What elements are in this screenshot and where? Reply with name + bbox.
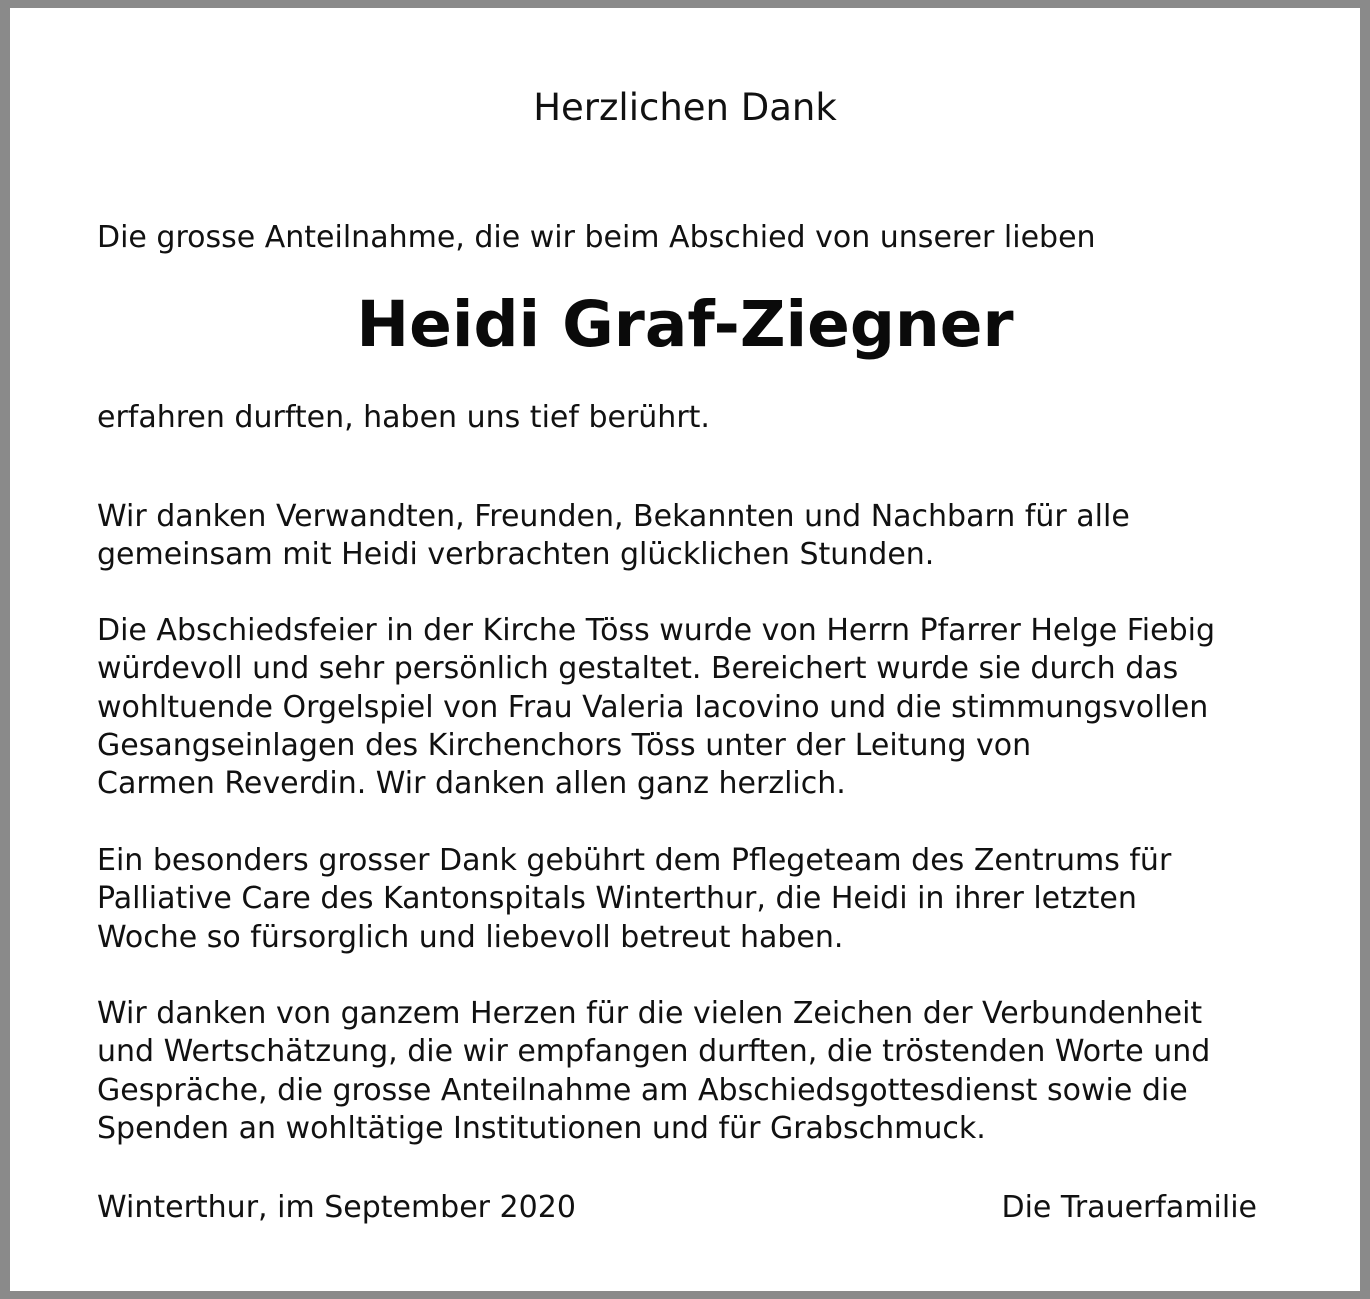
paragraph-line: Wir danken Verwandten, Freunden, Bekannten und Nachbarn für alle xyxy=(97,499,1130,534)
paragraph-funeral-service xyxy=(97,612,1215,803)
place-date: Winterthur, im September 2020 xyxy=(97,1190,576,1225)
signature: Die Trauerfamilie xyxy=(1001,1190,1257,1225)
paragraph-line: Woche so fürsorglich und liebevoll betreut haben. xyxy=(97,919,844,955)
intro-text: Die grosse Anteilnahme, die wir beim Abschied von unserer lieben xyxy=(97,220,1096,255)
paragraph-thanks-relatives xyxy=(97,498,1130,575)
paragraph-line: wohltuende Orgelspiel von Frau Valeria Iacovino und die stimmungsvollen xyxy=(97,689,1209,725)
notice-heading: Herzlichen Dank xyxy=(533,86,837,129)
paragraph-line: Ein besonders grosser Dank gebührt dem Pflegeteam des Zentrums für xyxy=(97,843,1172,878)
paragraph-line: Gesangseinlagen des Kirchenchors Töss unter der Leitung von xyxy=(97,727,1032,763)
paragraph-care-team xyxy=(97,842,1171,957)
paragraph-line: Palliative Care des Kantonspitals Winterthur, die Heidi in ihrer letzten xyxy=(97,881,1137,917)
deceased-name: Heidi Graf-Ziegner xyxy=(356,288,1014,361)
paragraph-sympathy-thanks xyxy=(97,995,1210,1148)
paragraph-line: Spenden an wohltätige Institutionen und für Grabschmuck. xyxy=(97,1110,986,1146)
paragraph-line: Gespräche, die grosse Anteilnahme am Abschiedsgottesdienst sowie die xyxy=(97,1072,1188,1108)
paragraph-line: Wir danken von ganzem Herzen für die vielen Zeichen der Verbundenheit xyxy=(97,996,1203,1031)
paragraph-line: Die Abschiedsfeier in der Kirche Töss wurde von Herrn Pfarrer Helge Fiebig xyxy=(97,613,1216,648)
paragraph-line: würdevoll und sehr persönlich gestaltet. Bereichert wurde sie durch das xyxy=(97,651,1179,687)
paragraph-line: gemeinsam mit Heidi verbrachten glücklichen Stunden. xyxy=(97,537,935,573)
intro-end-text: erfahren durften, haben uns tief berührt. xyxy=(97,400,710,435)
paragraph-line: Carmen Reverdin. Wir danken allen ganz herzlich. xyxy=(97,766,846,802)
paragraph-line: und Wertschätzung, die wir empfangen durften, die tröstenden Worte und xyxy=(97,1034,1211,1070)
